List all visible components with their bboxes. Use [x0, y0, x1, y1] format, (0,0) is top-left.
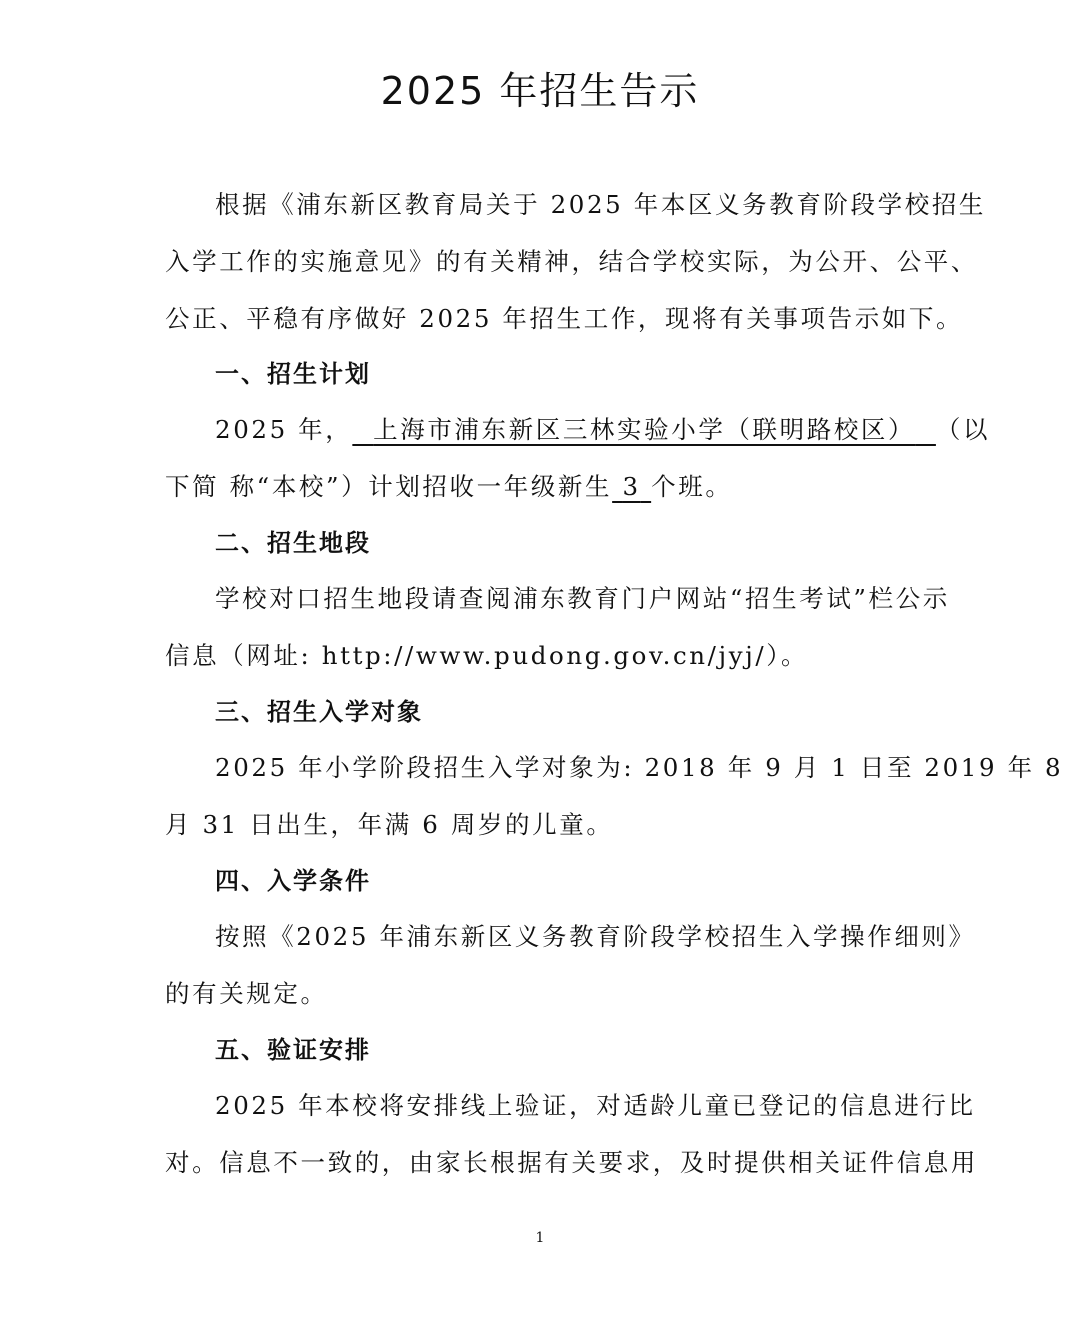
- enrollment-plan-line-1: [215, 411, 991, 446]
- intro-line-3: 公正、平稳有序做好 2025 年招生工作，现将有关事项告示如下。: [165, 304, 964, 333]
- section-heading-admission-conditions: 四、入学条件: [215, 867, 371, 895]
- enrollment-target-line-2: 月 31 日出生，年满 6 周岁的儿童。: [165, 810, 614, 839]
- enrollment-area-line-2: 信息（网址: http://www.pudong.gov.cn/jyj/）。: [165, 641, 809, 670]
- intro-line-2: 入学工作的实施意见》的有关精神，结合学校实际，为公开、公平、: [165, 247, 978, 276]
- admission-conditions-line-2: 的有关规定。: [165, 979, 328, 1008]
- verification-line-2: 对。信息不一致的，由家长根据有关要求，及时提供相关证件信息用: [165, 1148, 978, 1177]
- enrollment-suffix-text: （以: [935, 415, 991, 444]
- enrollment-area-line-1: 学校对口招生地段请查阅浦东教育门户网站“招生考试”栏公示: [215, 584, 950, 613]
- enrollment-year-text: 2025 年，: [215, 415, 353, 444]
- admission-conditions-line-1: 按照《2025 年浦东新区义务教育阶段学校招生入学操作细则》: [215, 922, 976, 951]
- school-name: 上海市浦东新区三林实验小学（联明路校区）: [373, 415, 916, 444]
- section-heading-enrollment-target: 三、招生入学对象: [215, 698, 423, 726]
- class-unit-text: 个班。: [651, 472, 733, 501]
- class-count: 3: [622, 472, 641, 501]
- document-title: 2025 年招生告示: [380, 69, 700, 113]
- section-heading-enrollment-plan: 一、招生计划: [215, 360, 371, 388]
- enrollment-plan-line-2: [165, 468, 920, 503]
- intro-line-1: 根据《浦东新区教育局关于 2025 年本区义务教育阶段学校招生: [215, 190, 987, 219]
- enrollment-plan-text: 下简 称“本校”）计划招收一年级新生: [165, 472, 613, 501]
- section-heading-verification: 五、验证安排: [215, 1036, 371, 1064]
- verification-line-1: 2025 年本校将安排线上验证，对适龄儿童已登记的信息进行比: [215, 1091, 976, 1120]
- enrollment-target-line-1: 2025 年小学阶段招生入学对象为: 2018 年 9 月 1 日至 2019 年 8: [215, 753, 1064, 782]
- page-number: 1: [535, 1230, 545, 1246]
- section-heading-enrollment-area: 二、招生地段: [215, 529, 371, 557]
